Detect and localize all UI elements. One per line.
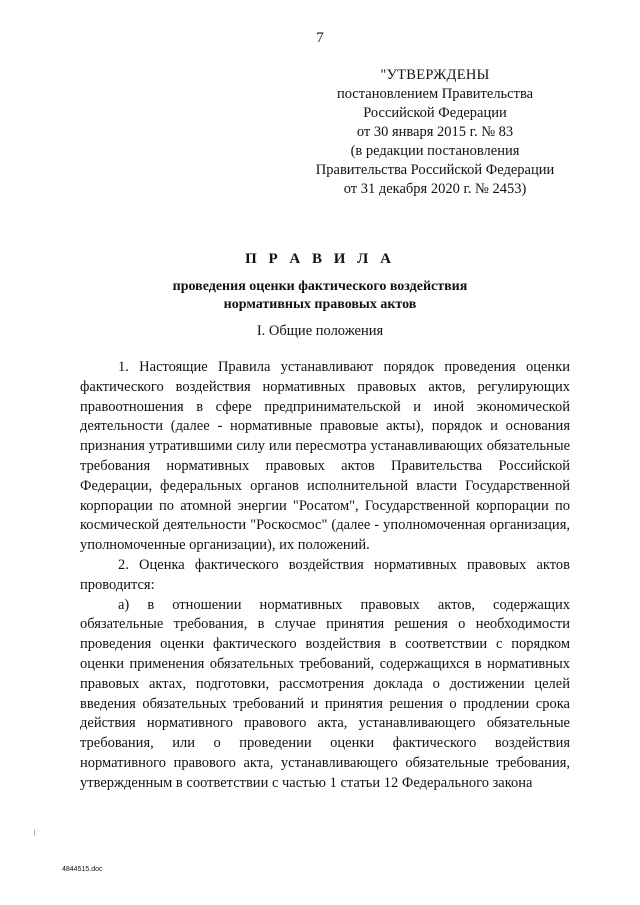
margin-mark [34,829,35,836]
approval-line: (в редакции постановления [350,143,520,159]
approval-line: Российской Федерации [363,105,507,121]
page-number: 7 [316,30,324,46]
approval-line: от 31 декабря 2020 г. № 2453) [343,181,527,197]
paragraph-1: 1. Настоящие Правила устанавливают порядок проведения оценки фактического воздействия нормативных правовых актов, регулирующих правоотношения в сфере предпринимательской и иной экономической деятельности (далее - нормативные правовые акты), порядок и основания признания утратившими силу или пересмотра устанавливающих обязательные требования нормативных правовых актов Правительства Российской Федерации, федеральных органов исполнительной власти Государственной корпорации по атомной энергии "Росатом", Государственной корпорации по космической деятельности "Роскосмос" (далее - уполномоченная организация, уполномоченные организации), их положений. [80,359,570,554]
subtitle-line: проведения оценки фактического воздействия [172,279,468,294]
paragraph-2: 2. Оценка фактического воздействия нормативных правовых актов проводится: [80,556,570,593]
approval-line: постановлением Правительства [336,86,534,102]
approval-heading: "УТВЕРЖДЕНЫ [380,67,490,83]
subtitle-line: нормативных правовых актов [223,297,417,312]
approval-line: Правительства Российской Федерации [315,162,555,178]
footer-filename: 4844515.doc [62,866,103,873]
document-subtitle [0,278,640,314]
approval-line: от 30 января 2015 г. № 83 [356,124,514,140]
document-title: П Р А В И Л А [245,251,395,267]
body-text [80,358,570,794]
section-heading: I. Общие положения [256,323,384,339]
paragraph-2a: а) в отношении нормативных правовых актов, содержащих обязательные требования, в случае принятия решения о необходимости проведения оценки фактического воздействия в соответствии с порядком оценки применения обязательных требований, содержащихся в нормативных правовых актах, подготовки, рассмотрения доклада о достижении целей введения обязательных требований и принятия решения о продлении срока действия нормативного правового акта, устанавливающего обязательные требования, или о проведении оценки фактического воздействия нормативного правового акта, устанавливающего обязательные требования, утвержденным в соответствии с частью 1 статьи 12 Федерального закона [80,596,570,791]
approval-stamp [290,66,580,199]
